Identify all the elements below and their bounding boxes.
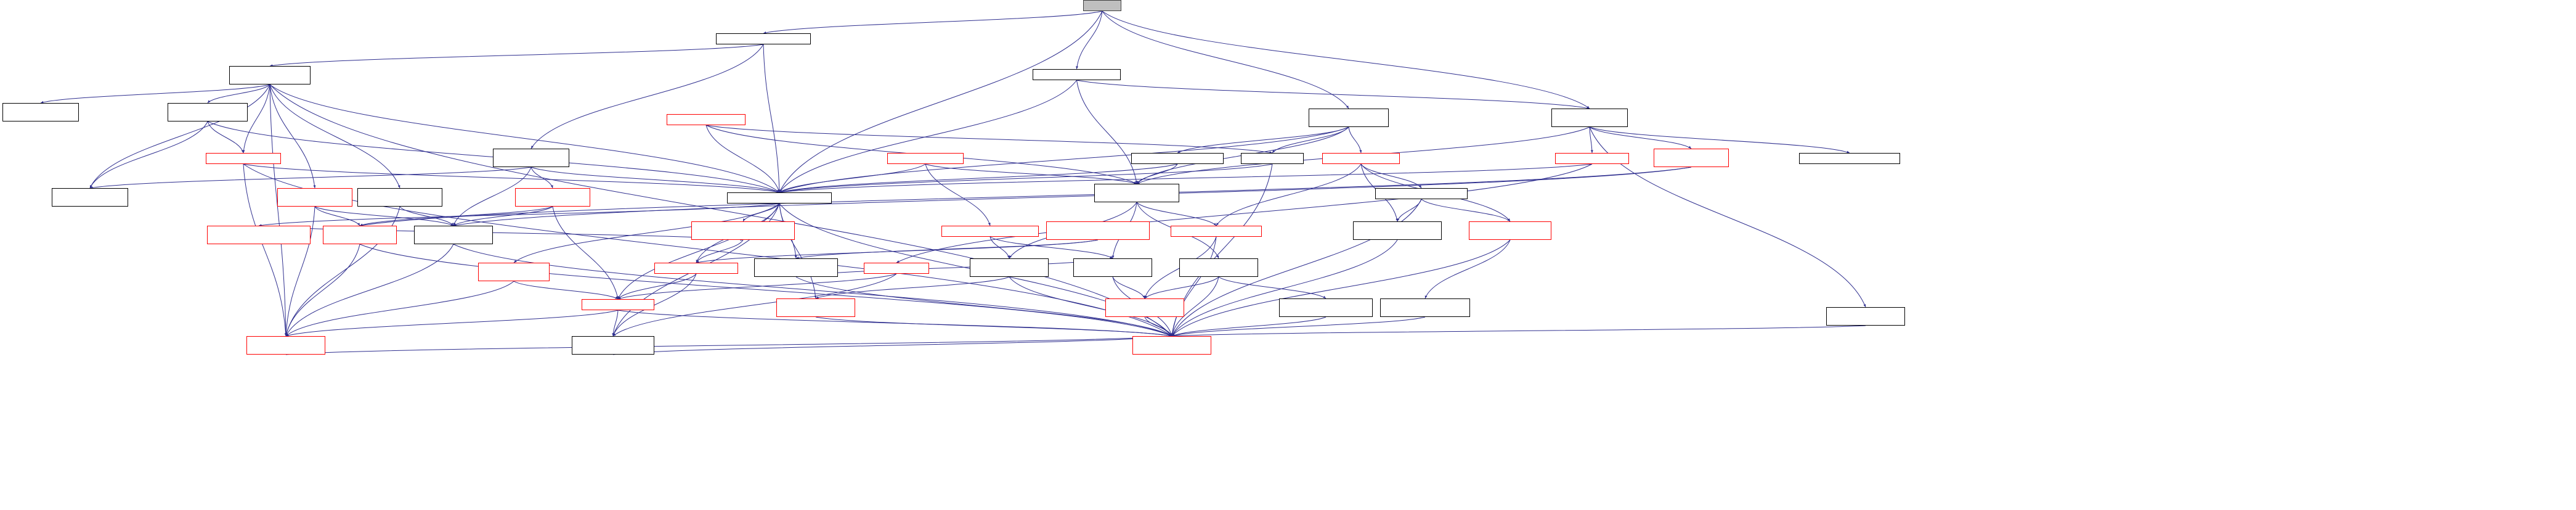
graph-edge — [796, 240, 1098, 258]
graph-edge — [618, 310, 1172, 336]
graph-edge — [1590, 127, 1592, 153]
graph-node-boost-mpl-aux-yes-no-hpp[interactable] — [323, 226, 397, 244]
graph-edge — [816, 317, 1172, 336]
graph-node-boost-mpl-aux-preprocessor-params-hpp[interactable] — [207, 226, 311, 244]
graph-edge — [779, 80, 1077, 192]
graph-edge — [208, 121, 243, 153]
graph-edge — [1145, 317, 1172, 336]
graph-node-boost-mpl-if-hpp[interactable] — [1241, 153, 1304, 164]
graph-node-boost-mpl-aux-has-begin-hpp[interactable] — [277, 188, 352, 207]
graph-edge — [1361, 164, 1421, 188]
graph-edge — [286, 244, 453, 336]
graph-edge — [618, 274, 896, 299]
graph-node-boost-mpl-aux-na-hpp[interactable] — [654, 263, 738, 274]
graph-edge — [706, 125, 1272, 153]
graph-node-fold-hpp[interactable] — [1083, 0, 1121, 11]
graph-node-boost-mpl-aux-include-preprocessed-hpp[interactable] — [1469, 221, 1551, 240]
graph-edge — [618, 204, 779, 299]
graph-node-boost-mpl-aux-preprocessor-enum-hpp[interactable] — [691, 221, 795, 240]
graph-edge — [990, 237, 1009, 258]
graph-edge — [925, 164, 1137, 184]
graph-node-boost-mpl-aux-begin-end-impl-hpp[interactable] — [229, 66, 311, 84]
graph-node-boost-mpl-aux-traits-lambda-spec-hpp[interactable] — [168, 103, 248, 121]
graph-edge — [270, 84, 286, 336]
graph-edge — [1077, 11, 1103, 69]
graph-node-boost-mpl-next-prior-hpp[interactable] — [1131, 153, 1224, 164]
graph-edge — [1102, 11, 1590, 109]
graph-edge — [531, 44, 763, 149]
graph-node-boost-mpl-aux-preprocessor-def-params-tail-hpp[interactable] — [1046, 221, 1150, 240]
graph-edge — [1172, 240, 1397, 336]
graph-node-boost-mpl-begin-end-hpp[interactable] — [716, 33, 811, 44]
graph-node-boost-mpl-aux-config-lambda-hpp[interactable] — [1073, 258, 1152, 277]
graph-edge — [1590, 127, 1691, 149]
graph-edge — [613, 310, 618, 336]
graph-node-boost-mpl-int-hpp[interactable] — [864, 263, 929, 274]
graph-node-boost-mpl-lambda-fwd-hpp[interactable] — [941, 226, 1039, 237]
graph-edge — [896, 164, 1592, 263]
graph-node-boost-mpl-aux-config-static-constant-hpp[interactable] — [572, 336, 654, 355]
graph-node-boost-mpl-aux-config-ctps-hpp[interactable] — [1105, 298, 1184, 317]
graph-edge — [763, 11, 1102, 33]
graph-edge — [743, 204, 779, 221]
graph-node-boost-mpl-long-hpp[interactable] — [1555, 153, 1629, 164]
graph-edge — [1425, 240, 1510, 298]
graph-edge — [1421, 199, 1510, 221]
graph-edge — [1219, 277, 1326, 298]
graph-edge — [925, 164, 990, 226]
graph-edge — [1077, 80, 1590, 109]
graph-node-boost-mpl-aux-is-msvc-eti-arg-hpp[interactable] — [357, 188, 442, 207]
graph-node-boost-mpl-template-arity-fwd-hpp[interactable] — [970, 258, 1049, 277]
graph-node-boost-mpl-apply-hpp[interactable] — [1322, 153, 1400, 164]
graph-edge — [453, 167, 1691, 226]
graph-node-boost-mpl-o1-size-hpp[interactable] — [1033, 69, 1121, 80]
graph-edge — [696, 240, 743, 263]
graph-node-boost-mpl-begin-end-fwd-hpp[interactable] — [2, 103, 79, 121]
graph-edge — [1113, 277, 1145, 298]
graph-edge — [1145, 277, 1219, 298]
graph-edge — [514, 281, 618, 299]
graph-edge — [41, 84, 270, 103]
graph-node-boost-mpl-aux-na-spec-hpp[interactable] — [727, 192, 832, 204]
graph-edge — [286, 336, 1172, 355]
graph-edge — [990, 237, 1113, 258]
graph-node-boost-mpl-aux-config-eti-hpp[interactable] — [414, 226, 493, 244]
graph-edge — [1397, 199, 1421, 221]
graph-node-boost-mpl-aux-config-use-preprocessed-hpp[interactable] — [1353, 221, 1442, 240]
graph-edge — [270, 44, 763, 66]
graph-edge — [1172, 326, 1866, 336]
graph-edge — [90, 84, 270, 188]
graph-node-boost-mpl-aux-config-overload-resolution-hpp[interactable] — [1279, 298, 1373, 317]
graph-node-boost-mpl-o1-size-impl-hpp[interactable] — [1551, 109, 1628, 127]
graph-edge — [779, 164, 1592, 192]
graph-node-boost-mpl-aux-lambda-arity-param-hpp[interactable] — [754, 258, 838, 277]
graph-node-boost-mpl-aux-fold-impl-hpp[interactable] — [1309, 109, 1389, 127]
graph-edge — [779, 164, 1272, 192]
graph-node-boost-mpl-aux-config-msvc-hpp[interactable] — [246, 336, 325, 355]
graph-edge — [618, 274, 696, 299]
graph-node-boost-mpl-aux-common-name-wknd-hpp[interactable] — [1380, 298, 1470, 317]
graph-edge — [1172, 317, 1425, 336]
graph-edge — [286, 244, 360, 336]
graph-edge — [1216, 164, 1361, 226]
graph-node-boost-mpl-bool-hpp[interactable] — [582, 299, 654, 310]
graph-node-boost-mpl-aux-config-dtp-hpp[interactable] — [1179, 258, 1258, 277]
graph-edge — [1172, 164, 1272, 336]
graph-edge — [208, 84, 270, 103]
graph-node-boost-mpl-aux-has-tag-hpp[interactable] — [515, 188, 590, 207]
graph-node-boost-mpl-eval-if-hpp[interactable] — [667, 114, 746, 125]
graph-node-boost-mpl-aux-has-size-hpp[interactable] — [1654, 149, 1729, 167]
graph-node-boost-mpl-aux-http-decl-hpp[interactable] — [478, 263, 550, 281]
graph-node-boost-mpl-aux-config-workaround-hpp[interactable] — [1132, 336, 1211, 355]
graph-edge — [779, 204, 816, 298]
graph-node-boost-mpl-sequence-tag-fwd-hpp[interactable] — [52, 188, 128, 207]
graph-edge — [531, 167, 553, 188]
graph-edge — [270, 84, 315, 188]
graph-node-boost-mpl-o1-size-fwd-hpp[interactable] — [1799, 153, 1900, 164]
graph-edge — [453, 207, 553, 226]
graph-edge — [286, 281, 514, 336]
graph-edge — [706, 125, 779, 192]
graph-edge — [1177, 127, 1349, 153]
graph-edge — [315, 207, 453, 226]
graph-node-boost-mpl-aux-config-forwarding-hpp[interactable] — [1826, 307, 1905, 326]
graph-edge — [1172, 237, 1216, 336]
graph-node-boost-mpl-void-hpp[interactable] — [206, 153, 281, 164]
graph-edge — [360, 207, 553, 226]
graph-edge — [270, 84, 400, 188]
graph-edge — [90, 167, 531, 188]
graph-edge — [779, 164, 925, 192]
graph-edge — [1137, 164, 1177, 184]
graph-edge — [1272, 127, 1349, 153]
graph-edge — [796, 258, 1113, 277]
graph-edge — [1172, 240, 1510, 336]
graph-edge — [763, 44, 779, 192]
graph-node-boost-mpl-apply-fwd-hpp[interactable] — [1375, 188, 1468, 199]
graph-node-boost-mpl-aux-lambda-support-hpp[interactable] — [1094, 184, 1179, 202]
graph-edge — [286, 310, 618, 336]
graph-edge — [400, 207, 453, 226]
graph-edge — [779, 11, 1102, 192]
graph-edge — [1172, 317, 1326, 336]
graph-node-boost-mpl-deref-hpp[interactable] — [887, 153, 964, 164]
graph-edge — [816, 277, 1009, 298]
graph-edge — [553, 207, 618, 299]
graph-edge — [315, 207, 360, 226]
graph-edge — [90, 121, 208, 188]
graph-edge — [1077, 80, 1137, 184]
graph-node-boost-mpl-aux-arity-hpp[interactable] — [1171, 226, 1262, 237]
graph-edge — [613, 336, 1172, 355]
graph-edge — [270, 84, 779, 192]
graph-node-boost-mpl-sequence-tag-hpp[interactable] — [493, 149, 569, 167]
graph-edge — [1349, 127, 1361, 153]
graph-node-boost-mpl-aux-config-ttp-hpp[interactable] — [776, 298, 855, 317]
graph-edge — [1102, 11, 1349, 109]
